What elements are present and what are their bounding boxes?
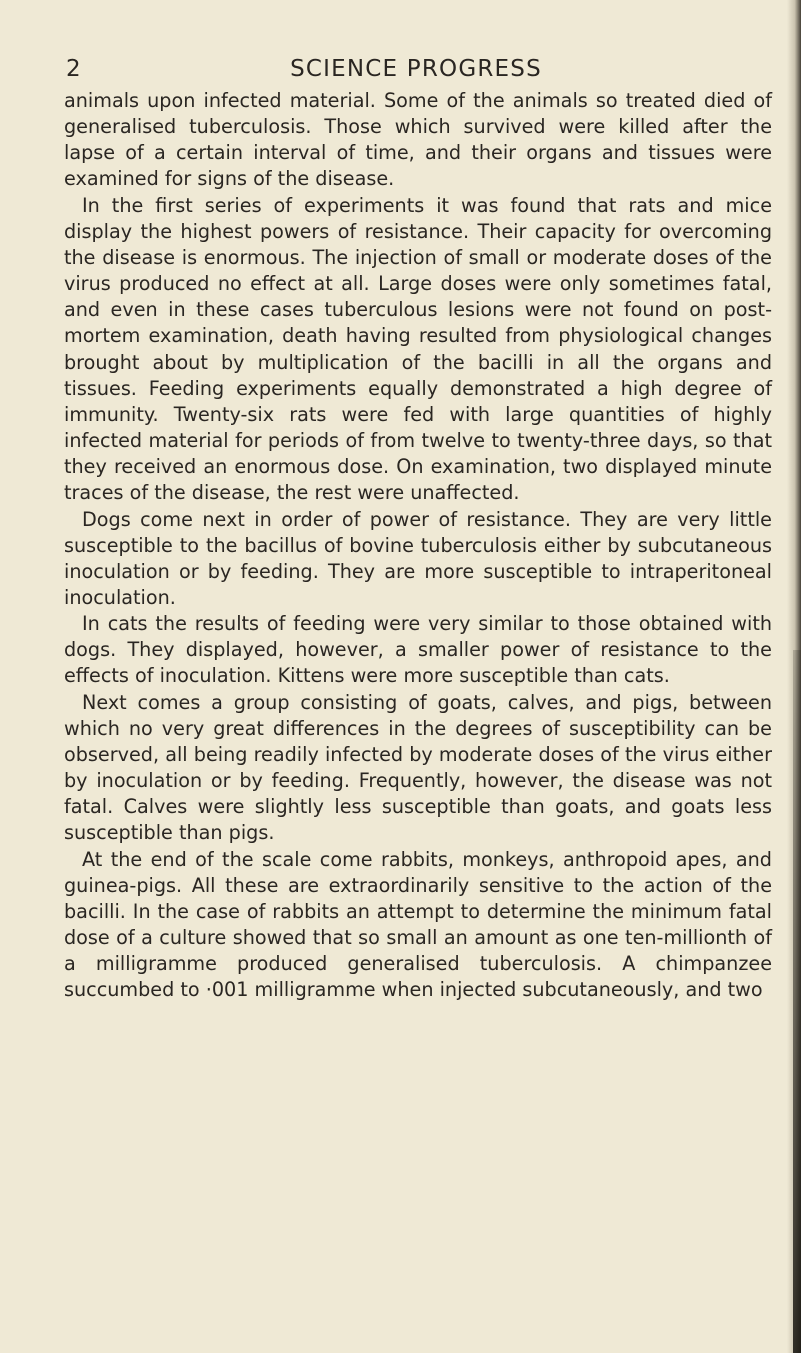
paragraph-continued: animals upon infected material. Some of the animals so treated died of generalised tuberculosis. Those which survived were killed after the lapse of a certain interval of time, and their organs and tissues were examined for signs of the disease. <box>64 89 772 191</box>
paragraph-cats: In cats the results of feeding were very similar to those obtained with dogs. They displayed, however, a smaller power of resistance to the effects of inoculation. Kittens were more susceptible than cats. <box>64 612 772 688</box>
paragraph-dogs: Dogs come next in order of power of resistance. They are very little susceptible to the bacillus of bovine tuberculosis either by subcutaneous inoculation or by feeding. They are more susceptible to intraperitoneal inoculation. <box>64 507 772 609</box>
running-title: SCIENCE PROGRESS <box>290 56 542 82</box>
paragraph-rabbits-monkeys: At the end of the scale come rabbits, monkeys, anthropoid apes, and guinea-pigs. All these are extraordinarily sensitive to the action of the bacilli. In the case of rabbits an attempt to determine the minimum fatal dose of a culture showed that so small an amount as one ten-millionth of a milligramme produced generalised tuberculosis. A chimpanzee succumbed to ·001 milligramme when injected subcutaneously, and two <box>64 847 772 1002</box>
page-number: 2 <box>66 56 81 82</box>
paragraph-goats-calves-pigs: Next comes a group consisting of goats, calves, and pigs, between which no very great differences in the degrees of susceptibility can be observed, all being readily infected by moderate doses of the virus either by inoculation or by feeding. Frequently, however, the disease was not fatal. Calves were slightly less susceptible than goats, and goats less susceptible than pigs. <box>64 690 772 845</box>
page-edge-dark <box>793 650 801 1353</box>
body-text <box>64 88 772 1003</box>
running-head <box>56 56 776 86</box>
paragraph-rats-and-mice: In the first series of experiments it was found that rats and mice display the highest powers of resistance. Their capacity for overcoming the disease is enormous. The injection of small or moderate doses of the virus produced no effect at all. Large doses were only sometimes fatal, and even in these cases tuberculous lesions were not found on post-mortem examination, death having resulted from physiological changes brought about by multiplication of the bacilli in all the organs and tissues. Feeding experiments equally demonstrated a high degree of immunity. Twenty-six rats were fed with large quantities of highly infected material for periods of from twelve to twenty-three days, so that they received an enormous dose. On examination, two displayed minute traces of the disease, the rest were unaffected. <box>64 193 772 505</box>
